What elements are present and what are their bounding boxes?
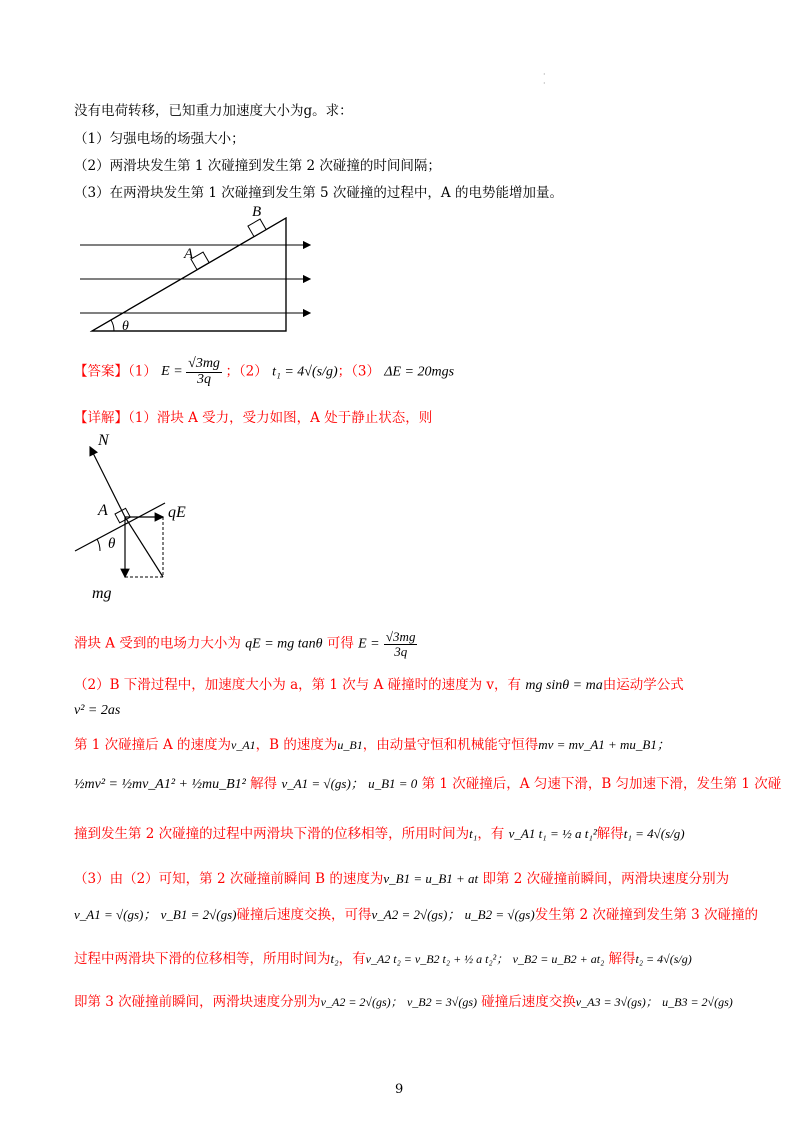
detail-line-5-text: 第 1 次碰撞后 A 的速度为	[74, 737, 232, 753]
detail-line-10-eq: v_A2 t₂ = v_B2 t₂ + ½ a t₂²；	[365, 952, 509, 966]
detail-line-10-text: 过程中两滑块下滑的位移相等，所用时间为	[74, 951, 331, 967]
detail-line-11	[74, 990, 733, 1010]
answer-line	[74, 357, 454, 387]
detail-line-7-mid: ，有	[477, 826, 505, 842]
detail-line-3	[74, 673, 684, 694]
answer-eq1-num: √3mg	[188, 356, 220, 371]
force-diagram	[70, 425, 210, 610]
detail-line-2-eq2-lhs: E =	[358, 636, 380, 652]
detail-line-6-eq: ½mv² = ½mv_A1² + ½mu_B1²	[74, 777, 246, 792]
detail-line-9-eq1: v_A1 = √(gs)；	[74, 907, 157, 922]
page-number: 9	[395, 1082, 404, 1097]
detail-line-6-solve: 解得	[250, 776, 278, 792]
answer-eq1-lhs: E =	[161, 364, 183, 380]
detail-line-7-solve: 解得	[596, 826, 624, 842]
detail-line-1	[74, 406, 432, 426]
detail-line-11-eq3: v_A3 = 3√(gs)；	[575, 995, 658, 1009]
detail-line-9-eq4: u_B2 = √(gs)	[464, 907, 535, 922]
detail-line-9	[74, 903, 758, 923]
detail-line-7-t1: t₁	[469, 826, 478, 841]
answer-p1: （1）	[128, 363, 157, 380]
detail-line-11-text: 即第 3 次碰撞前瞬间，两滑块速度分别为	[74, 994, 321, 1010]
detail-line-2-eq: qE = mg tanθ	[245, 636, 323, 652]
detail-line-10	[74, 947, 692, 967]
corner-mark: · ·	[543, 70, 546, 88]
question-intro: 没有电荷转移，已知重力加速度大小为g。求：	[74, 103, 353, 119]
detail-line-11-eq1: v_A2 = 2√(gs)；	[320, 995, 403, 1009]
label-mg: mg	[92, 585, 112, 602]
detail-line-8-tail: 即第 2 次碰撞前瞬间，两滑块速度分别为	[482, 871, 730, 887]
detail-line-6	[74, 772, 781, 793]
detail-line-7-res: t₁ = 4√(s/g)	[623, 826, 685, 841]
detail-line-8-text: （3）由（2）可知，第 2 次碰撞前瞬间 B 的速度为	[74, 871, 384, 887]
detail-line-10-res: t₂ = 4√(s/g)	[635, 952, 692, 966]
incline-field-figure	[70, 200, 320, 340]
detail-line-9-tail: 发生第 2 次碰撞到发生第 3 次碰撞的	[534, 907, 759, 923]
detail-line-8-eq: v_B1 = u_B1 + at	[383, 871, 479, 886]
detail-line-11-eq2: v_B2 = 3√(gs)	[406, 995, 477, 1009]
detail-line-3-tail: 由运动学公式	[602, 677, 684, 693]
detail-line-7	[74, 822, 685, 842]
label-B: B	[252, 204, 262, 220]
detail-line-7-eq: v_A1 t₁ = ½ a t₁²	[508, 826, 597, 841]
detail-line-9-mid: 碰撞后速度交换，可得	[236, 907, 372, 923]
detail-line-2	[74, 630, 417, 658]
detail-line-11-mid: 碰撞后速度交换	[481, 994, 576, 1010]
detail-line-10-eq2: v_B2 = u_B2 + at₂	[512, 952, 605, 966]
detail-line-10-t2: t₂	[330, 951, 339, 966]
detail-line-5	[74, 733, 670, 753]
detail-line-6-eq3: u_B1 = 0	[368, 776, 418, 791]
detail-line-2-text: 滑块 A 受到的电场力大小为	[74, 635, 241, 652]
label-A: A	[184, 246, 194, 262]
detail-line-5-eq: mv = mv_A1 + mu_B1；	[538, 737, 670, 752]
label-theta2: θ	[108, 536, 116, 552]
detail-line-6-eq2: v_A1 = √(gs)；	[281, 776, 364, 791]
answer-p2: ；（2）	[225, 363, 268, 380]
detail-line-4: v² = 2as	[74, 703, 121, 718]
answer-eq1-den: 3q	[197, 371, 212, 387]
label-theta: θ	[122, 319, 129, 334]
answer-eq3: ΔE = 20mgs	[384, 364, 455, 380]
detail-line-5-uB: u_B1	[337, 738, 363, 752]
detail-line-10-solve: 解得	[608, 951, 636, 967]
detail-line-9-eq2: v_B1 = 2√(gs)	[160, 907, 237, 922]
detail-line-5-vA: v_A1	[231, 738, 256, 752]
detail-line-2-eq2-num: √3mg	[385, 629, 416, 644]
answer-tag: 【答案】	[74, 363, 128, 380]
question-part-2: （2）两滑块发生第 1 次碰撞到发生第 2 次碰撞的时间间隔；	[74, 158, 441, 174]
label-A2: A	[98, 502, 108, 519]
detail-line-11-eq4: u_B3 = 2√(gs)	[662, 995, 733, 1009]
detail-line-2-eq2-den: 3q	[394, 643, 408, 659]
detail-line-8	[74, 867, 729, 887]
detail-line-5-tail: ，由动量守恒和机械能守恒得	[362, 737, 539, 753]
question-part-3: （3）在两滑块发生第 1 次碰撞到发生第 5 次碰撞的过程中，A 的电势能增加量。	[74, 185, 563, 201]
detail-line-10-mid: ，有	[338, 951, 366, 967]
detail-line-9-eq3: v_A2 = 2√(gs)；	[371, 907, 461, 922]
question-part-1: （1）匀强电场的场强大小；	[74, 131, 245, 147]
detail-line-5-mid: ，B 的速度为	[255, 737, 338, 753]
detail-line-2-mid: 可得	[326, 635, 354, 652]
detail-line-1-text: （1）滑块 A 受力，受力如图，A 处于静止状态，则	[128, 410, 433, 426]
label-N: N	[98, 432, 109, 449]
detail-line-6-tail: 第 1 次碰撞后，A 匀速下滑，B 匀加速下滑，发生第 1 次碰	[421, 776, 782, 792]
answer-p3: ；（3）	[337, 363, 380, 380]
label-qE: qE	[168, 504, 186, 521]
detail-line-7-text: 撞到发生第 2 次碰撞的过程中两滑块下滑的位移相等，所用时间为	[74, 826, 470, 842]
answer-eq2: t₁ = 4√(s/g)	[272, 364, 338, 380]
detail-line-3-eq: mg sinθ = ma	[525, 678, 603, 693]
detail-tag: 【详解】	[74, 410, 128, 426]
detail-line-3-text: （2）B 下滑过程中，加速度大小为 a，第 1 次与 A 碰撞时的速度为 v，有	[74, 677, 522, 693]
